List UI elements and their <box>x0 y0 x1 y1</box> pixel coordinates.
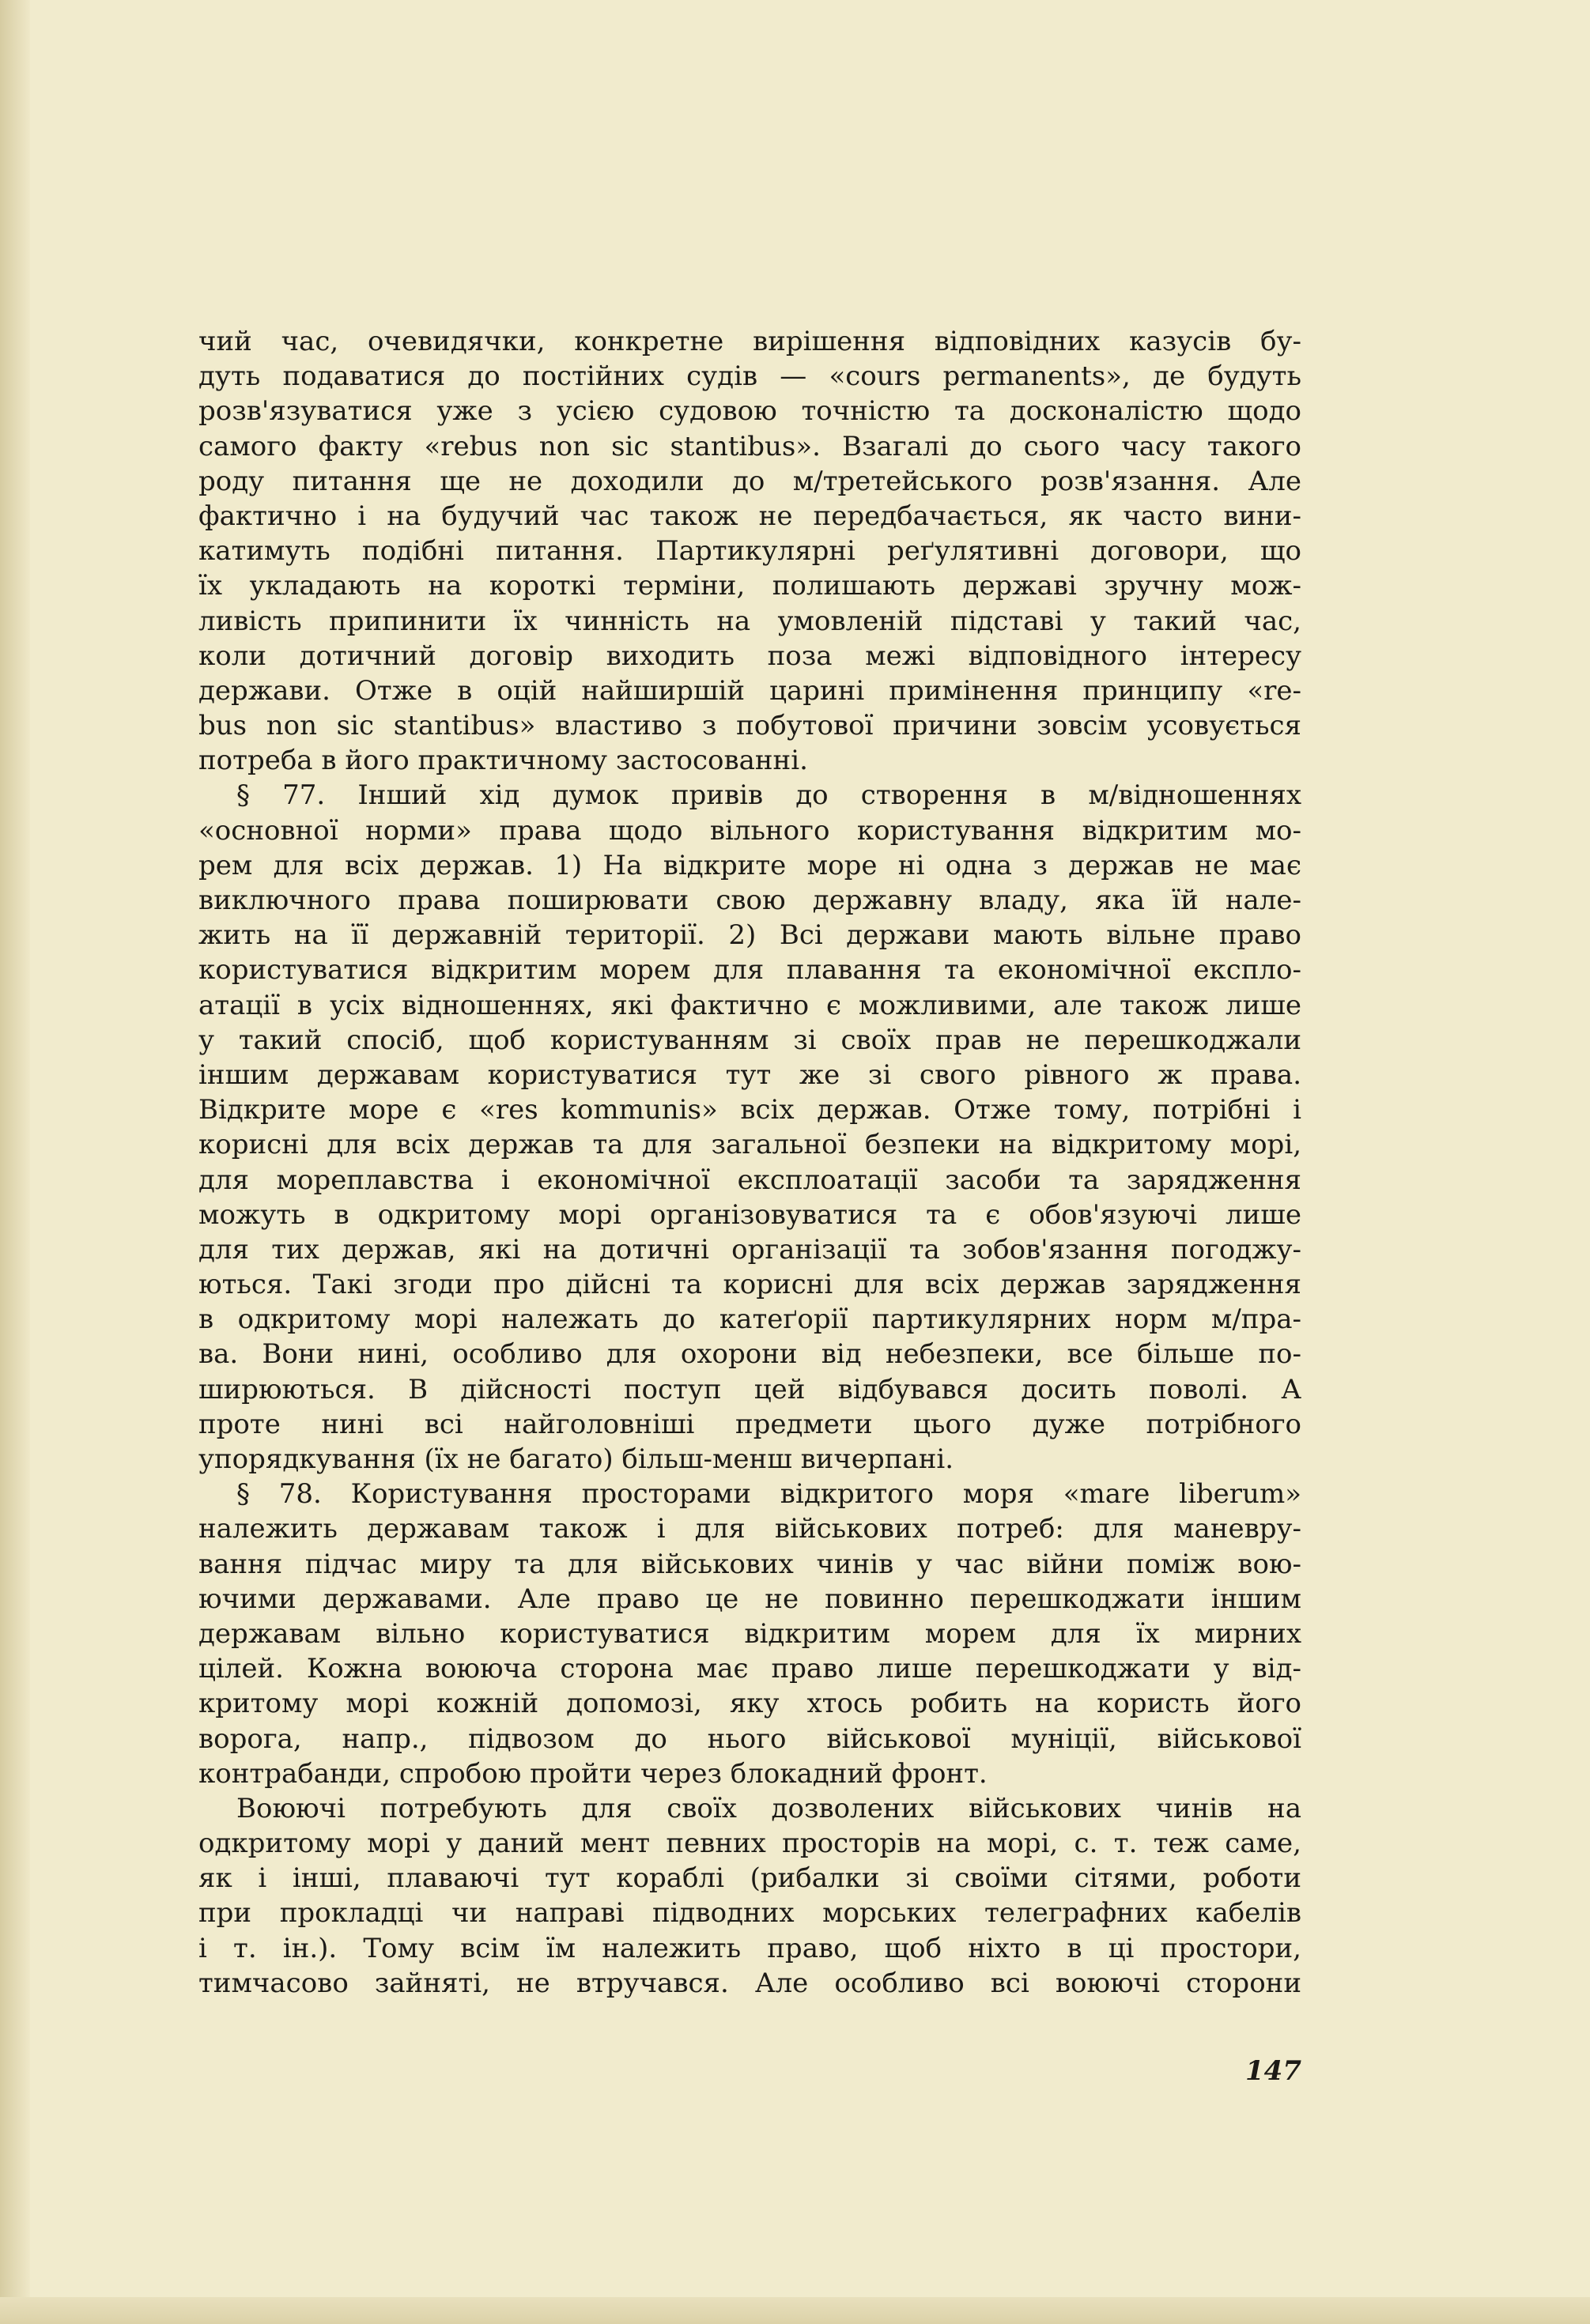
text-line: цілей. Кожна воююча сторона має право лише перешкоджати у від- <box>198 1653 1301 1685</box>
text-line: в одкритому морі належать до катеґорії партикулярних норм м/пра- <box>198 1303 1301 1336</box>
page-number: 147 <box>1245 2055 1301 2087</box>
text-line: чий час, очевидячки, конкретне вирішення відповідних казусів бу- <box>198 326 1301 357</box>
text-line: державам вільно користуватися відкритим морем для їх мирних <box>198 1617 1301 1650</box>
text-line: жить на її державній території. 2) Всі держави мають вільне право <box>198 919 1301 952</box>
text-line: їх укладають на короткі терміни, полишають державі зручну мож- <box>198 570 1301 602</box>
text-line: ливість припинити їх чинність на умовленій підставі у такий час, <box>198 605 1301 637</box>
text-line: критому морі кожній допомозі, яку хтось робить на користь його <box>198 1688 1301 1720</box>
text-line: потреба в його практичному застосованні. <box>198 745 808 777</box>
page-bottom-edge <box>0 2297 1590 2324</box>
text-line: дуть подаватися до постійних судів — «cours permanents», де будуть <box>198 360 1301 393</box>
text-line: у такий спосіб, щоб користуванням зі своїх прав не перешкоджали <box>198 1024 1301 1056</box>
text-line: корисні для всіх держав та для загальної безпеки на відкритому морі, <box>198 1129 1301 1161</box>
text-line: атації в усіх відношеннях, які фактично є можливими, але також лише <box>198 989 1301 1021</box>
text-line: вання підчас миру та для військових чинів у час війни поміж вою- <box>198 1548 1301 1580</box>
page-gutter-shadow <box>0 0 30 2324</box>
text-line: іншим державам користуватися тут же зі свого рівного ж права. <box>198 1058 1301 1091</box>
text-line: ючими державами. Але право це не повинно перешкоджати іншим <box>198 1583 1301 1615</box>
body-text <box>198 324 1301 2001</box>
text-line: ширюються. В дійсності поступ цей відбувався досить поволі. А <box>198 1373 1301 1405</box>
text-line: ворога, напр., підвозом до нього військової муніції, військової <box>198 1722 1301 1755</box>
section-78-heading-line: § 78. Користування просторами відкритого моря «mare liberum» <box>236 1478 1301 1511</box>
text-line: «основної норми» права щодо вільного користування відкритим мо- <box>198 814 1301 847</box>
text-line: ються. Такі згоди про дійсні та корисні для всіх держав зарядження <box>198 1269 1301 1301</box>
text-line: контрабанди, спробою пройти через блокадний фронт. <box>198 1757 988 1790</box>
text-line: можуть в одкритому морі організовуватися та є обов'язуючі лише <box>198 1198 1301 1231</box>
text-line: фактично і на будучий час також не передбачається, як часто вини- <box>198 500 1301 532</box>
text-line: самого факту «rebus non sic stantibus». Взагалі до сього часу такого <box>198 430 1301 462</box>
text-line: належить державам також і для військових потреб: для маневру- <box>198 1513 1301 1545</box>
text-line: як і інші, плаваючі тут кораблі (рибалки зі своїми сітями, роботи <box>198 1862 1301 1895</box>
text-line: тимчасово зайняті, не втручався. Але особливо всі воюючі сторони <box>198 1967 1301 1999</box>
text-line: при прокладці чи направі підводних морських телеграфних кабелів <box>198 1897 1301 1930</box>
text-line: ва. Вони нині, особливо для охорони від небезпеки, все більше по- <box>198 1338 1301 1371</box>
text-line: рем для всіх держав. 1) На відкрите море ні одна з держав не має <box>198 849 1301 881</box>
text-line: катимуть подібні питання. Партикулярні реґулятивні договори, що <box>198 535 1301 568</box>
text-line: Відкрите море є «res kommunis» всіх держав. Отже тому, потрібні і <box>198 1094 1301 1126</box>
text-line: і т. ін.). Тому всім їм належить право, щоб ніхто в ці простори, <box>198 1932 1301 1964</box>
section-77-heading-line: § 77. Інший хід думок привів до створення в м/відношеннях <box>236 779 1301 812</box>
text-line: для мореплавства і економічної експлоатації засоби та зарядження <box>198 1164 1301 1196</box>
text-line: одкритому морі у даний мент певних просторів на морі, с. т. теж саме, <box>198 1828 1301 1860</box>
text-line: упорядкування (їх не багато) більш-менш вичерпані. <box>198 1443 954 1475</box>
text-line: виключного права поширювати свою державну владу, яка їй нале- <box>198 885 1301 916</box>
text-line: роду питання ще не доходили до м/третейського розв'язання. Але <box>198 465 1301 497</box>
text-line: для тих держав, які на дотичні організації та зобов'язання погоджу- <box>198 1233 1301 1266</box>
text-line: bus non sic stantibus» властиво з побутової причини зовсім усовується <box>198 710 1301 742</box>
text-line: користуватися відкритим морем для плавання та економічної експло- <box>198 954 1301 987</box>
text-line: держави. Отже в оцій найширшій царині примінення принципу «re- <box>198 674 1301 707</box>
text-line: коли дотичний договір виходить поза межі відповідного інтересу <box>198 639 1301 672</box>
text-line: проте нині всі найголовніші предмети цього дуже потрібного <box>198 1408 1301 1440</box>
text-line: розв'язуватися уже з усією судовою точністю та досконалістю щодо <box>198 395 1301 428</box>
paragraph-start-line: Воюючі потребують для своїх дозволених військових чинів на <box>236 1792 1301 1824</box>
